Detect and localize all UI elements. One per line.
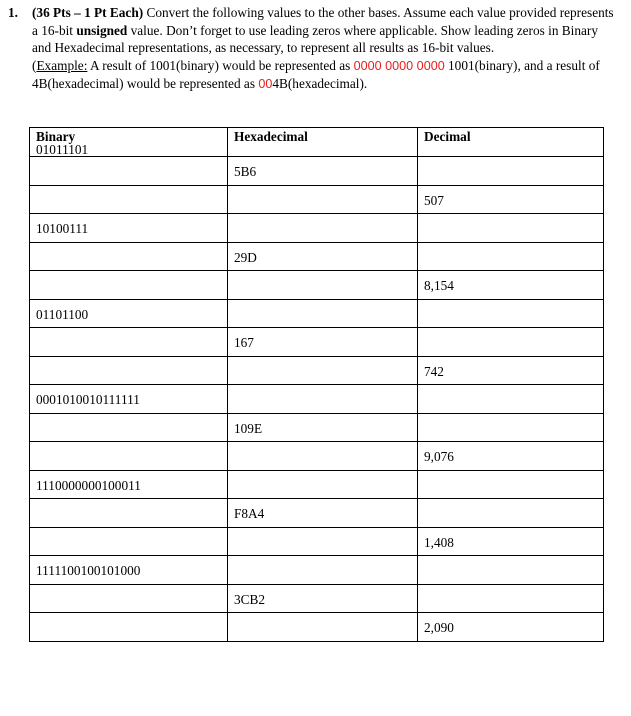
decimal-cell[interactable] [418,413,604,442]
binary-header-label: Binary [36,129,76,144]
conversion-table [29,127,604,642]
question-body [32,4,620,94]
binary-cell[interactable] [30,613,228,642]
table-row [30,185,604,214]
binary-cell[interactable] [30,185,228,214]
decimal-cell[interactable] [418,499,604,528]
example-hex-leading-zeros: 00 [258,77,273,92]
binary-cell[interactable]: 01101100 [30,299,228,328]
hexadecimal-cell[interactable]: 29D [228,242,418,271]
table-row [30,385,604,414]
binary-cell[interactable] [30,527,228,556]
table-row [30,470,604,499]
table-row [30,413,604,442]
hexadecimal-cell[interactable] [228,613,418,642]
example-text-a: A result of 1001(binary) would be represented as [87,57,354,73]
binary-cell[interactable]: 1111100100101000 [30,556,228,585]
hexadecimal-cell[interactable]: F8A4 [228,499,418,528]
decimal-cell[interactable] [418,328,604,357]
decimal-cell[interactable] [418,242,604,271]
binary-cell[interactable]: 1110000000100011 [30,470,228,499]
question-text [8,4,620,94]
decimal-cell[interactable] [418,556,604,585]
decimal-cell[interactable]: 8,154 [418,271,604,300]
binary-cell[interactable] [30,584,228,613]
question-points: (36 Pts – 1 Pt Each) [32,5,144,20]
table-row [30,299,604,328]
decimal-cell[interactable] [418,584,604,613]
decimal-cell[interactable] [418,157,604,186]
example-text-c: 4B(hexadecimal). [272,76,368,92]
table-row [30,613,604,642]
binary-cell[interactable] [30,356,228,385]
table-row [30,242,604,271]
hexadecimal-cell[interactable]: 5B6 [228,157,418,186]
table-row [30,356,604,385]
table-row [30,214,604,243]
intro-text-a: Convert the following values to the other bases. Assume each value provided represents a 16-bit [32,5,614,38]
question-number: 1. [8,5,18,20]
intro-text-b: value. Don’t forget to use leading zeros where applicable. Show leading zeros in Binary and Hexadecimal representations, as necessary, to represent all results as 16-bit values. [32,22,598,56]
binary-cell[interactable]: 0001010010111111 [30,385,228,414]
decimal-cell[interactable]: 742 [418,356,604,385]
table-row [30,271,604,300]
table-row [30,442,604,471]
hexadecimal-cell[interactable]: 3CB2 [228,584,418,613]
decimal-cell[interactable]: 507 [418,185,604,214]
hexadecimal-column-header: Hexadecimal [228,128,418,157]
table-body [30,157,604,642]
hexadecimal-cell[interactable] [228,271,418,300]
hexadecimal-cell[interactable] [228,299,418,328]
binary-cell[interactable] [30,157,228,186]
binary-cell[interactable] [30,271,228,300]
table-row [30,584,604,613]
table-row [30,328,604,357]
hexadecimal-cell[interactable] [228,442,418,471]
hexadecimal-cell[interactable]: 109E [228,413,418,442]
hexadecimal-cell[interactable]: 167 [228,328,418,357]
hexadecimal-cell[interactable] [228,527,418,556]
table-row [30,527,604,556]
decimal-cell[interactable] [418,470,604,499]
binary-cell[interactable] [30,499,228,528]
unsigned-keyword: unsigned [76,22,128,38]
hexadecimal-cell[interactable] [228,470,418,499]
example-open-paren: ( [32,57,37,73]
hexadecimal-cell[interactable] [228,214,418,243]
decimal-cell[interactable] [418,299,604,328]
decimal-cell[interactable]: 9,076 [418,442,604,471]
binary-cell[interactable] [30,413,228,442]
decimal-cell[interactable]: 2,090 [418,613,604,642]
example-label: Example: [36,57,88,73]
decimal-cell[interactable]: 1,408 [418,527,604,556]
binary-column-header [30,128,228,157]
table-row [30,499,604,528]
first-binary-value[interactable]: 01011101 [36,142,89,157]
table-row [30,157,604,186]
hexadecimal-cell[interactable] [228,385,418,414]
decimal-cell[interactable] [418,214,604,243]
decimal-cell[interactable] [418,385,604,414]
decimal-column-header: Decimal [418,128,604,157]
hexadecimal-cell[interactable] [228,556,418,585]
binary-cell[interactable] [30,328,228,357]
example-binary-leading-zeros: 0000 0000 0000 [353,58,445,73]
example-text-b: 1001(binary), and a result of 4B(hexadecimal) would be represented as [32,57,600,92]
binary-cell[interactable] [30,242,228,271]
table-header-row [30,128,604,157]
hexadecimal-cell[interactable] [228,356,418,385]
hexadecimal-cell[interactable] [228,185,418,214]
binary-cell[interactable]: 10100111 [30,214,228,243]
table-row [30,556,604,585]
binary-cell[interactable] [30,442,228,471]
